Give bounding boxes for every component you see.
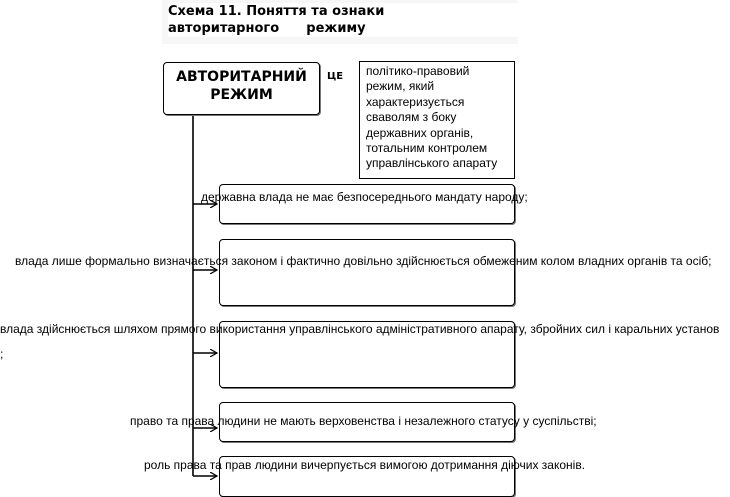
main-concept-line-2: РЕЖИМ bbox=[210, 87, 273, 103]
feature-text-2: влада лише формально визначається законом і фактично довільно здійснюється обмеженим колом владних органів та осіб; bbox=[15, 254, 712, 268]
feature-text-1: державна влада не має безпосереднього мандату народу; bbox=[201, 190, 528, 204]
feature-text-4: право та права людини не мають верховенства і незалежного статусу у суспільстві; bbox=[130, 414, 597, 428]
main-concept-line-1: АВТОРИТАРНИЙ bbox=[176, 69, 307, 85]
feature-text-3: влада здійснюється шляхом прямого використання управлінського адміністративного апарату, збройних сил і каральних установ bbox=[0, 322, 720, 336]
feature-text-3-end: ; bbox=[0, 347, 4, 361]
definition-box: політико-правовий режим, який характеризується сваволям з боку державних органів, тотальним контролем управлінського апарату bbox=[359, 61, 515, 179]
title-line-2: авторитарного режиму bbox=[168, 21, 366, 36]
main-concept-box bbox=[163, 62, 320, 115]
feature-box-2 bbox=[219, 239, 515, 306]
title-line-1: Схема 11. Поняття та ознаки bbox=[168, 4, 385, 19]
feature-text-5: роль права та прав людини вичерпується вимогою дотримання діючих законів. bbox=[144, 458, 586, 472]
connector-label: ЦЕ bbox=[327, 71, 344, 82]
